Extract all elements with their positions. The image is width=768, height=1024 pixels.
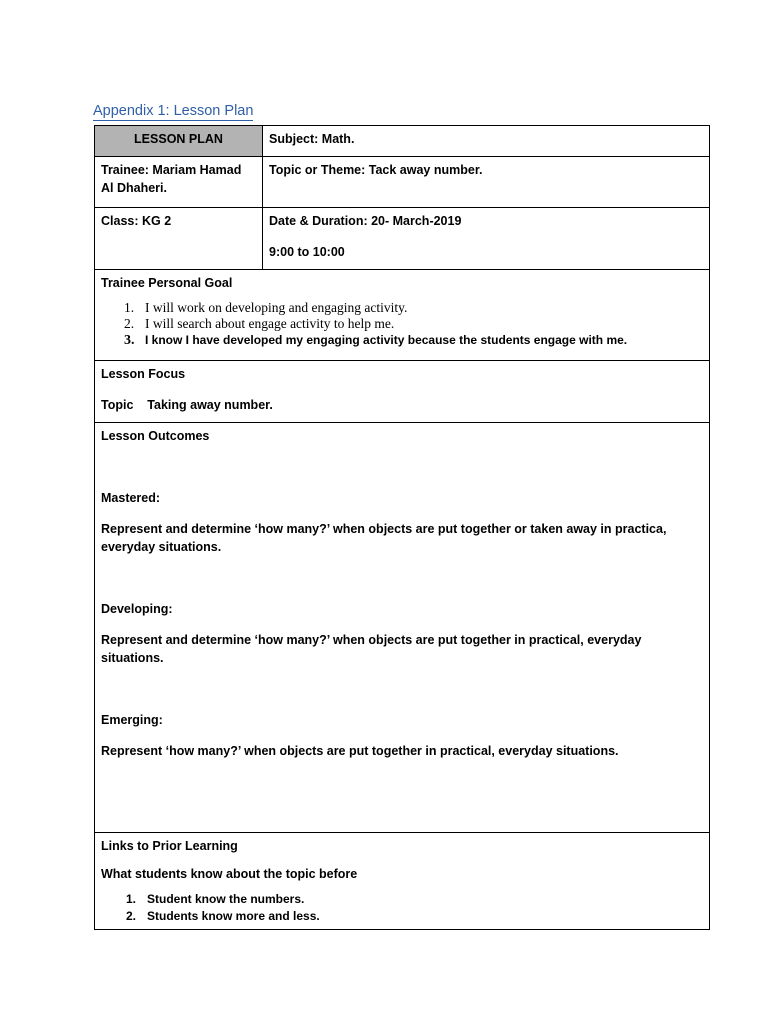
table-row — [95, 157, 710, 208]
emerging-text: Represent ‘how many?’ when objects are put together in practical, everyday situations. — [101, 744, 619, 758]
table-row — [95, 270, 710, 361]
personal-goal-cell — [95, 270, 710, 361]
lesson-focus-topic: Topic Taking away number. — [101, 398, 273, 412]
prior-learning-cell — [95, 833, 710, 930]
prior-learning-list — [101, 891, 703, 925]
list-item — [101, 300, 703, 316]
list-item — [101, 908, 703, 925]
spacer — [101, 383, 703, 396]
prior-learning-title: Links to Prior Learning — [101, 839, 238, 853]
topic-theme-cell: Topic or Theme: Tack away number. — [263, 157, 710, 208]
spacer — [101, 618, 703, 631]
lesson-outcomes-title: Lesson Outcomes — [101, 429, 210, 443]
list-item-text: I know I have developed my engaging activity because the students engage with me. — [145, 333, 628, 347]
lesson-plan-table — [94, 125, 710, 930]
list-item — [101, 316, 703, 332]
lesson-focus-cell — [95, 361, 710, 423]
personal-goal-list — [101, 300, 703, 349]
spacer — [101, 507, 703, 520]
list-number: 1. — [124, 300, 135, 315]
table-row — [95, 361, 710, 423]
appendix-heading: Appendix 1: Lesson Plan — [93, 103, 254, 119]
developing-text: Represent and determine ‘how many?’ when objects are put together in practical, everyday situations. — [101, 633, 642, 665]
date-duration-text: Date & Duration: 20- March-2019 — [269, 214, 462, 228]
mastered-label: Mastered: — [101, 491, 161, 505]
spacer — [101, 729, 703, 742]
list-item-text: I will search about engage activity to help me. — [145, 316, 395, 331]
trainee-cell — [95, 157, 263, 208]
list-item-text: I will work on developing and engaging activity. — [145, 300, 408, 315]
spacer — [101, 667, 703, 711]
list-item — [101, 332, 703, 349]
personal-goal-title: Trainee Personal Goal — [101, 276, 233, 290]
table-row — [95, 423, 710, 833]
lesson-outcomes-cell — [95, 423, 710, 833]
spacer — [101, 445, 703, 489]
list-number: 1. — [126, 892, 137, 906]
table-row — [95, 208, 710, 270]
emerging-label: Emerging: — [101, 713, 163, 727]
list-number: 2. — [124, 316, 135, 331]
date-duration-cell — [263, 208, 710, 270]
lesson-plan-header: LESSON PLAN — [95, 126, 263, 157]
spacer — [101, 556, 703, 600]
spacer — [269, 230, 703, 243]
table-row — [95, 126, 710, 157]
time-text: 9:00 to 10:00 — [269, 245, 345, 259]
list-item-text: Student know the numbers. — [147, 892, 305, 906]
subject-cell: Subject: Math. — [263, 126, 710, 157]
developing-label: Developing: — [101, 602, 173, 616]
class-cell: Class: KG 2 — [95, 208, 263, 270]
mastered-text: Represent and determine ‘how many?’ when objects are put together or taken away in practica, everyday situations. — [101, 522, 667, 554]
list-number: 3. — [124, 333, 135, 348]
trainee-name-line2: Al Dhaheri. — [101, 181, 167, 195]
table-row — [95, 833, 710, 930]
list-number: 2. — [126, 909, 137, 923]
lesson-focus-title: Lesson Focus — [101, 367, 186, 381]
list-item-text: Students know more and less. — [147, 909, 320, 923]
trainee-name-line1: Trainee: Mariam Hamad — [101, 163, 242, 177]
list-item — [101, 891, 703, 908]
prior-learning-subtitle: What students know about the topic before — [101, 867, 358, 881]
